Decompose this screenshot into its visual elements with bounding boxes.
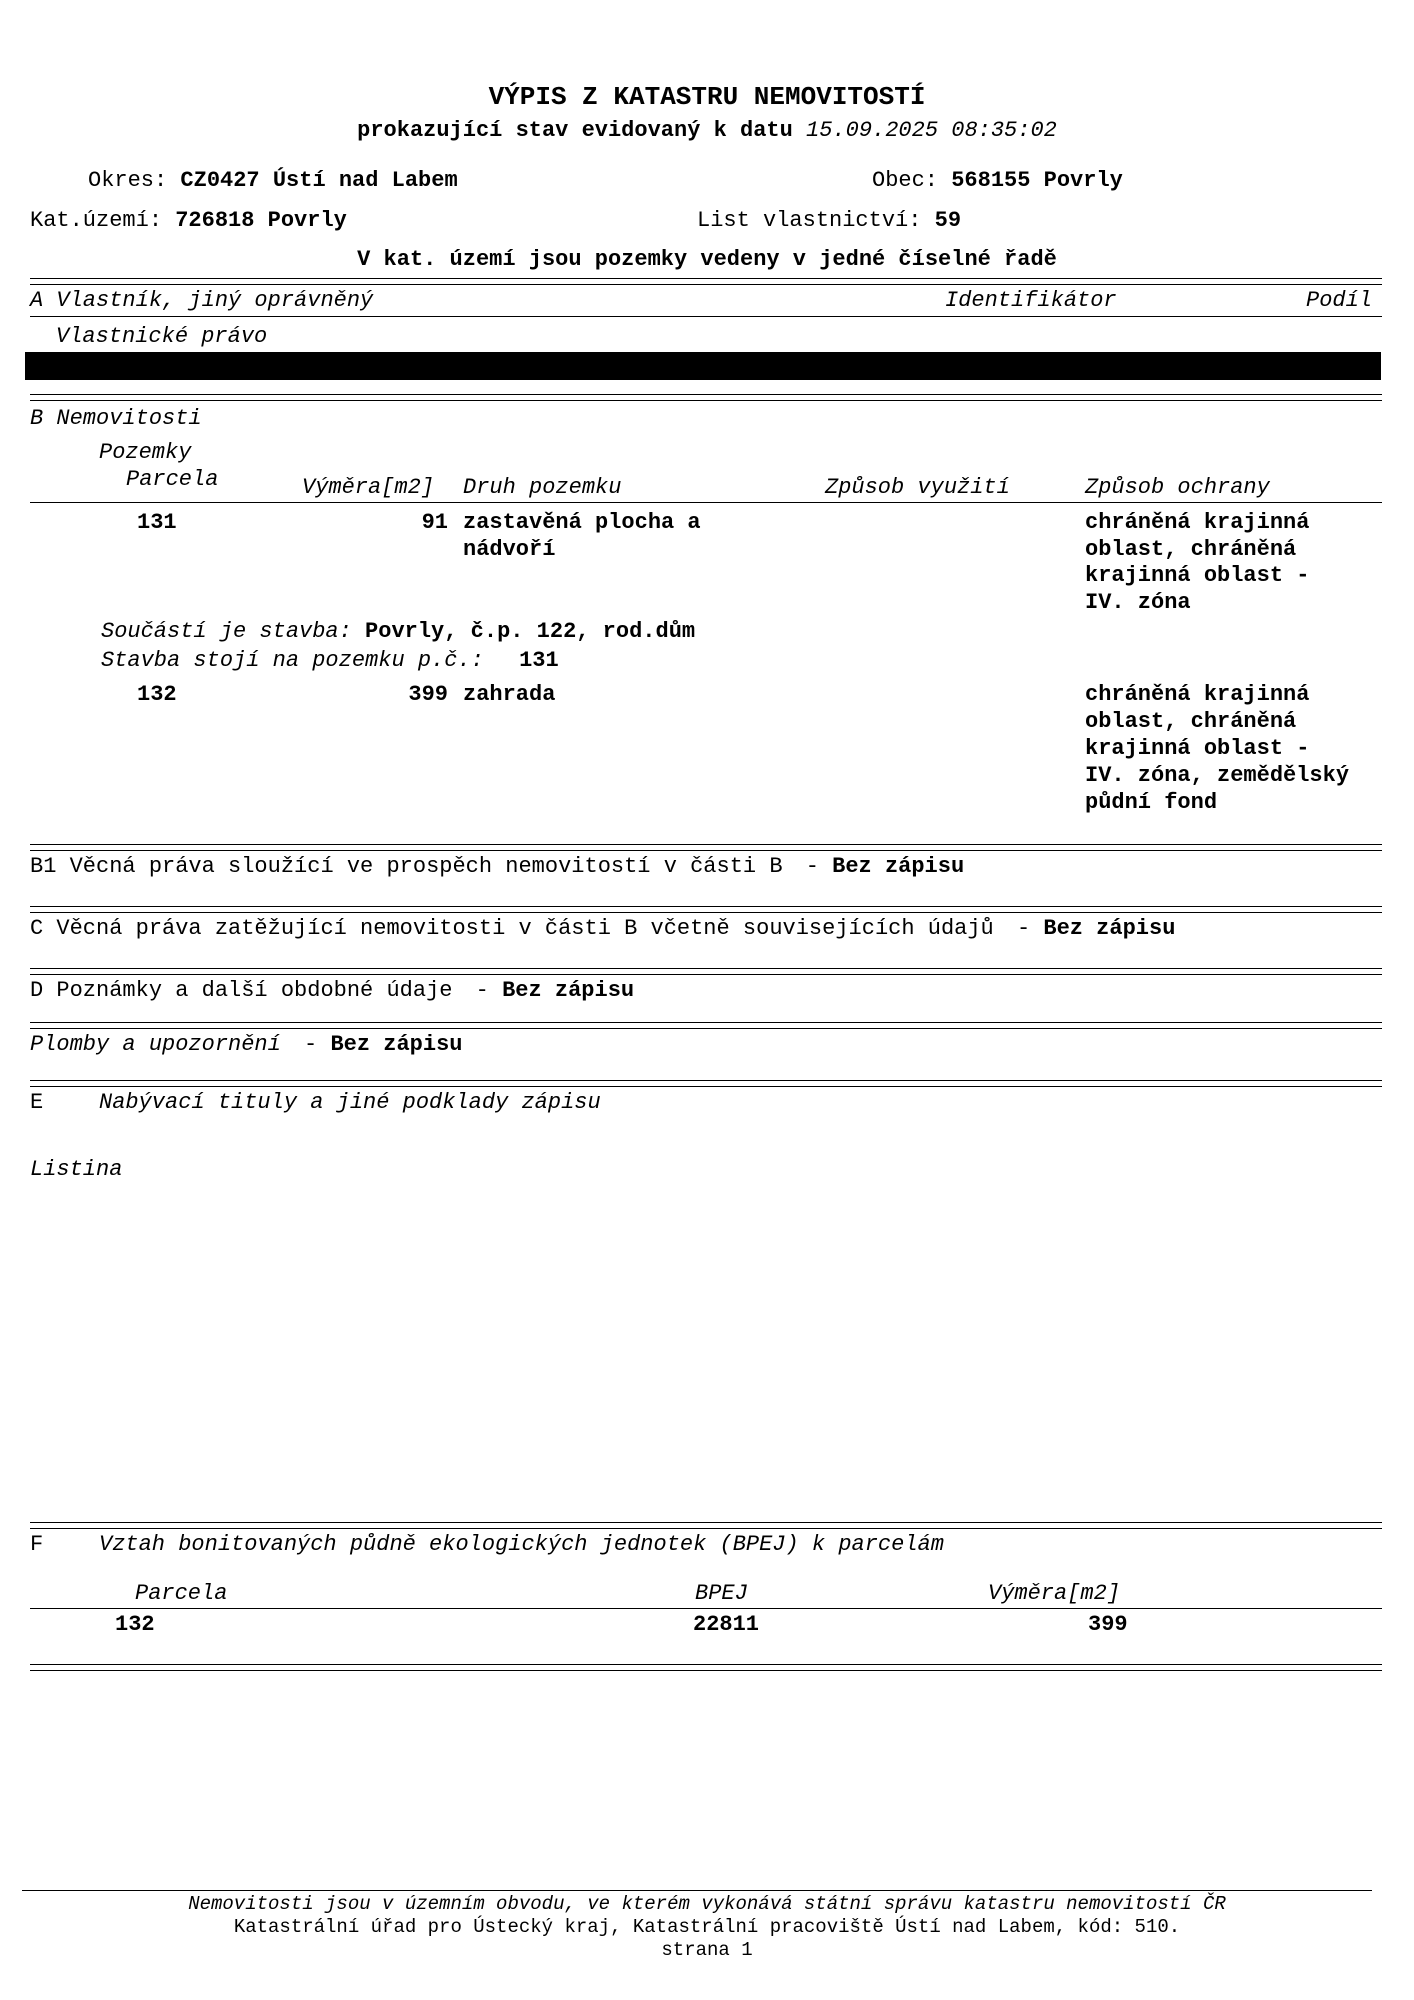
pozemky-label: Pozemky: [99, 440, 192, 465]
section-a-podil: Podíl: [1306, 288, 1373, 313]
parcel-number: 131: [137, 510, 177, 535]
plomby-status: Bez zápisu: [330, 1032, 463, 1057]
obec-label: Obec:: [872, 168, 939, 193]
parcel-ochrana-line: chráněná krajinná: [1085, 510, 1310, 535]
stavba-value: 131: [519, 648, 559, 673]
f-row-vymera: 399: [1088, 1612, 1128, 1637]
parcel-ochrana-line: krajinná oblast -: [1085, 736, 1310, 761]
parcel-area: 91: [421, 510, 448, 535]
divider: [30, 1528, 1382, 1529]
parcel-ochrana-line: půdní fond: [1085, 790, 1218, 815]
redacted-owner-bar: [25, 352, 1381, 380]
divider: [30, 1608, 1382, 1609]
parcel-druh-line: nádvoří: [463, 537, 556, 562]
section-b1-status: Bez zápisu: [832, 854, 965, 879]
katuzemi-row: [30, 208, 347, 234]
section-a-identifikator: Identifikátor: [945, 288, 1117, 313]
document-subtitle: [0, 118, 1414, 144]
series-note: V kat. území jsou pozemky vedeny v jedné číselné řadě: [357, 247, 1057, 272]
section-c-dash: -: [1016, 916, 1031, 941]
section-d-dash: -: [475, 978, 489, 1003]
divider: [30, 974, 1382, 975]
section-f-letter: F: [30, 1532, 44, 1557]
divider: [30, 1080, 1382, 1081]
divider: [30, 278, 1382, 279]
section-b1-row: [30, 854, 964, 880]
section-e-letter: E: [30, 1090, 44, 1115]
divider: [30, 1670, 1382, 1671]
divider: [30, 394, 1382, 395]
footer-divider: [22, 1890, 1372, 1891]
divider: [30, 1022, 1382, 1023]
lv-row: [697, 208, 961, 234]
section-d-text: D Poznámky a další obdobné údaje: [30, 978, 453, 1003]
divider: [30, 1028, 1382, 1029]
divider: [30, 906, 1382, 907]
divider: [30, 850, 1382, 851]
divider: [30, 968, 1382, 969]
col-parcela: Parcela: [126, 467, 219, 492]
section-b1-dash: -: [805, 854, 819, 879]
f-col-vymera: Výměra[m2]: [988, 1581, 1121, 1606]
divider: [30, 400, 1382, 401]
stavba-row: [101, 648, 559, 674]
plomby-row: [30, 1032, 462, 1058]
col-zpusob-ochrany: Způsob ochrany: [1085, 475, 1270, 500]
divider: [30, 316, 1382, 317]
section-f-text: Vztah bonitovaných půdně ekologických jednotek (BPEJ) k parcelám: [99, 1532, 944, 1557]
section-c-text: C Věcná práva zatěžující nemovitosti v části B včetně souvisejících údajů: [30, 916, 994, 941]
footer-line-1: Nemovitosti jsou v územním obvodu, ve kterém vykonává státní správu katastru nemovitostí ČR: [188, 1893, 1226, 1915]
footer-line-2: Katastrální úřad pro Ústecký kraj, Katastrální pracoviště Ústí nad Labem, kód: 510.: [233, 1916, 1181, 1938]
obec-value: 568155 Povrly: [951, 168, 1123, 193]
divider: [30, 844, 1382, 845]
section-d-row: [30, 978, 634, 1004]
col-zpusob-vyuziti: Způsob využití: [825, 475, 1010, 500]
parcel-ochrana-line: IV. zóna, zemědělský: [1085, 763, 1350, 788]
plomby-dash: -: [304, 1032, 318, 1057]
divider: [30, 284, 1382, 285]
section-d-status: Bez zápisu: [502, 978, 635, 1003]
parcel-druh-line: zastavěná plocha a: [463, 510, 701, 535]
parcel-ochrana-line: krajinná oblast -: [1085, 563, 1310, 588]
section-b-heading: B Nemovitosti: [30, 406, 202, 431]
subtitle-date: 15.09.2025 08:35:02: [806, 118, 1057, 143]
section-a-heading: A Vlastník, jiný oprávněný: [30, 288, 374, 313]
stavba-label: Stavba stojí na pozemku p.č.:: [101, 648, 484, 673]
col-druh: Druh pozemku: [463, 475, 622, 500]
parcel-druh-line: zahrada: [463, 682, 556, 707]
okres-value: CZ0427 Ústí nad Labem: [180, 168, 458, 193]
parcel-ochrana-line: IV. zóna: [1085, 590, 1191, 615]
section-c-status: Bez zápisu: [1043, 916, 1176, 941]
parcel-number: 132: [137, 682, 177, 707]
f-row-parcela: 132: [115, 1612, 155, 1637]
okres-label: Okres:: [88, 168, 168, 193]
document-title: VÝPIS Z KATASTRU NEMOVITOSTÍ: [488, 82, 926, 112]
parcel-ochrana-line: chráněná krajinná: [1085, 682, 1310, 707]
parcel-ochrana-line: oblast, chráněná: [1085, 709, 1297, 734]
divider: [30, 912, 1382, 913]
divider: [30, 1522, 1382, 1523]
soucasti-label: Součástí je stavba:: [101, 619, 352, 644]
katuzemi-value: 726818 Povrly: [175, 208, 347, 233]
parcel-area: 399: [408, 682, 448, 707]
lv-value: 59: [934, 208, 962, 233]
divider: [30, 1086, 1382, 1087]
subtitle-label: prokazující stav evidovaný k datu: [357, 118, 793, 143]
col-vymera: Výměra[m2]: [302, 475, 435, 500]
listina-label: Listina: [30, 1157, 123, 1182]
section-e-text: Nabývací tituly a jiné podklady zápisu: [99, 1090, 601, 1115]
section-c-row: [30, 916, 1175, 942]
section-b1-text: B1 Věcná práva sloužící ve prospěch nemovitostí v části B: [30, 854, 783, 879]
f-col-bpej: BPEJ: [695, 1581, 748, 1606]
vlastnicke-pravo-label: Vlastnické právo: [56, 324, 268, 349]
okres-row: [88, 168, 458, 194]
footer-page-number: strana 1: [661, 1939, 753, 1961]
plomby-text: Plomby a upozornění: [30, 1032, 281, 1057]
obec-row: [872, 168, 1123, 194]
soucasti-value: Povrly, č.p. 122, rod.dům: [365, 619, 696, 644]
f-row-bpej: 22811: [693, 1612, 760, 1637]
f-col-parcela: Parcela: [135, 1581, 228, 1606]
divider: [30, 1664, 1382, 1665]
soucasti-row: [101, 619, 695, 645]
parcel-ochrana-line: oblast, chráněná: [1085, 537, 1297, 562]
lv-label: List vlastnictví:: [697, 208, 922, 233]
divider: [30, 502, 1382, 503]
katuzemi-label: Kat.území:: [30, 208, 163, 233]
